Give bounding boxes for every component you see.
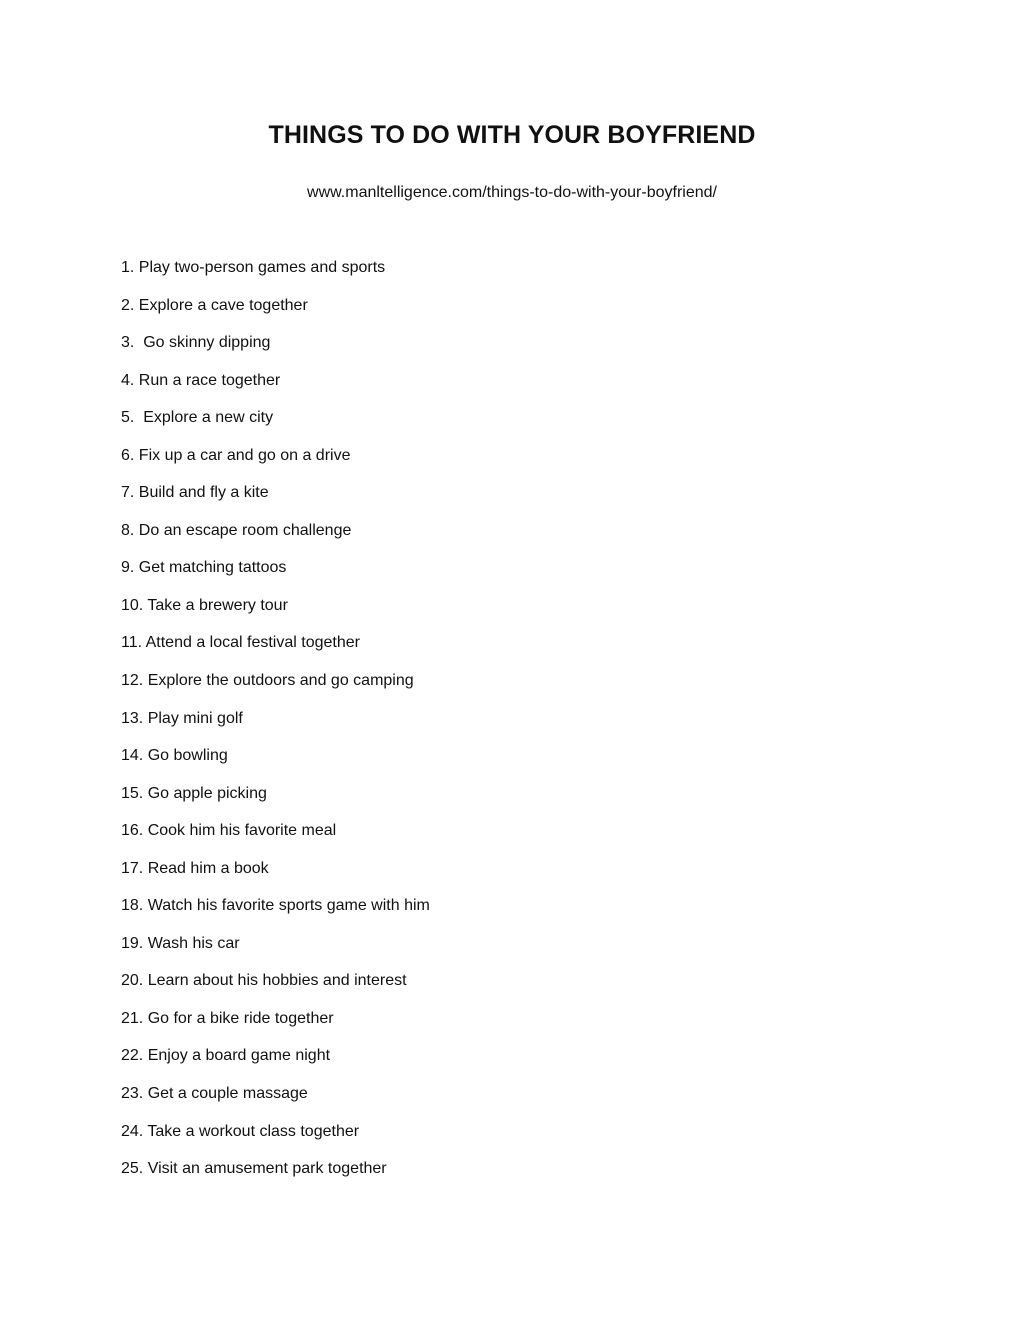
list-item: 23. Get a couple massage: [121, 1085, 308, 1103]
list-item: 18. Watch his favorite sports game with him: [121, 897, 430, 915]
list-item: 10. Take a brewery tour: [121, 596, 288, 614]
list-item: 24. Take a workout class together: [121, 1122, 360, 1140]
activity-list: [121, 258, 430, 1197]
list-item: 15. Go apple picking: [121, 784, 267, 802]
list-item: 12. Explore the outdoors and go camping: [121, 672, 414, 690]
list-item: 5. Explore a new city: [121, 409, 274, 427]
list-item: 11. Attend a local festival together: [121, 634, 360, 652]
list-item: 9. Get matching tattoos: [121, 559, 287, 577]
page-title: THINGS TO DO WITH YOUR BOYFRIEND: [268, 121, 756, 149]
list-item: 3. Go skinny dipping: [121, 334, 271, 352]
list-item: 13. Play mini golf: [121, 709, 243, 727]
list-item: 19. Wash his car: [121, 934, 240, 952]
list-item: 20. Learn about his hobbies and interest: [121, 972, 407, 990]
list-item: 22. Enjoy a board game night: [121, 1047, 331, 1065]
list-item: 7. Build and fly a kite: [121, 484, 269, 502]
list-item: 21. Go for a bike ride together: [121, 1009, 334, 1027]
list-item: 4. Run a race together: [121, 371, 281, 389]
list-item: 17. Read him a book: [121, 859, 269, 877]
list-item: 6. Fix up a car and go on a drive: [121, 446, 351, 464]
list-item: 25. Visit an amusement park together: [121, 1160, 387, 1178]
list-item: 2. Explore a cave together: [121, 296, 308, 314]
list-item: 1. Play two-person games and sports: [121, 259, 386, 276]
source-url: www.manltelligence.com/things-to-do-with-your-boyfriend/: [307, 184, 717, 201]
list-item: 14. Go bowling: [121, 747, 228, 765]
list-item: 16. Cook him his favorite meal: [121, 822, 337, 840]
list-item: 8. Do an escape room challenge: [121, 521, 352, 539]
